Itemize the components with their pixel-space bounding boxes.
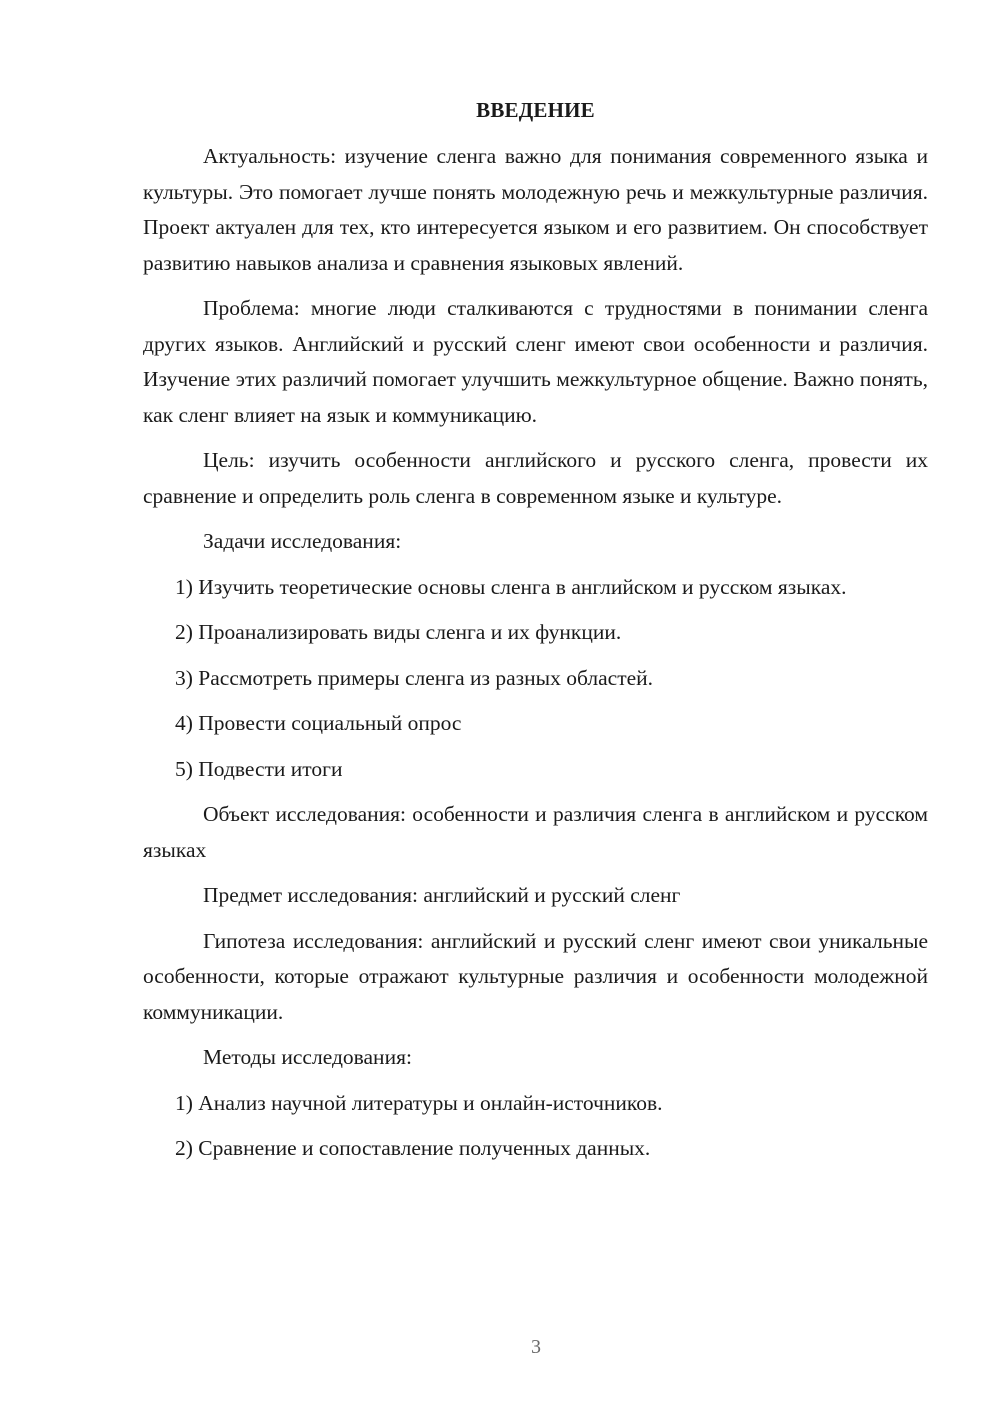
task-item-4: 4) Провести социальный опрос — [175, 711, 462, 735]
method-item-2: 2) Сравнение и сопоставление полученных данных. — [175, 1136, 651, 1160]
paragraph-problem: Проблема: многие люди сталкиваются с трудностями в понимании сленга других языков. Английский и русский сленг имеют свои особенности и различия. Изучение этих различий помогает улучшить межкультурное общение. Важно понять, как сленг влияет на язык и коммуникацию. — [143, 296, 928, 427]
paragraph-relevance: Актуальность: изучение сленга важно для понимания современного языка и культуры. Это помогает лучше понять молодежную речь и межкультурные различия. Проект актуален для тех, кто интересуется языком и его развитием. Он способствует развитию навыков анализа и сравнения языковых явлений. — [143, 144, 928, 275]
task-item-1: 1) Изучить теоретические основы сленга в английском и русском языках. — [175, 574, 847, 599]
section-title: ВВЕДЕНИЕ — [476, 98, 595, 122]
paragraph-goal: Цель: изучить особенности английского и русского сленга, провести их сравнение и определить роль сленга в современном языке и культуре. — [143, 448, 928, 508]
task-item-2: 2) Проанализировать виды сленга и их функции. — [175, 620, 622, 644]
page-content — [143, 93, 928, 1177]
methods-heading: Методы исследования: — [203, 1045, 412, 1069]
tasks-heading: Задачи исследования: — [203, 529, 402, 553]
paragraph-hypothesis: Гипотеза исследования: английский и русский сленг имеют свои уникальные особенности, которые отражают культурные различия и особенности молодежной коммуникации. — [143, 928, 928, 1024]
paragraph-subject: Предмет исследования: английский и русский сленг — [203, 883, 681, 907]
paragraph-object: Объект исследования: особенности и различия сленга в английском и русском языках — [143, 802, 928, 862]
method-item-1: 1) Анализ научной литературы и онлайн-источников. — [175, 1090, 663, 1115]
task-item-5: 5) Подвести итоги — [175, 756, 343, 781]
task-item-3: 3) Рассмотреть примеры сленга из разных областей. — [175, 665, 654, 690]
page-number: 3 — [531, 1336, 541, 1358]
